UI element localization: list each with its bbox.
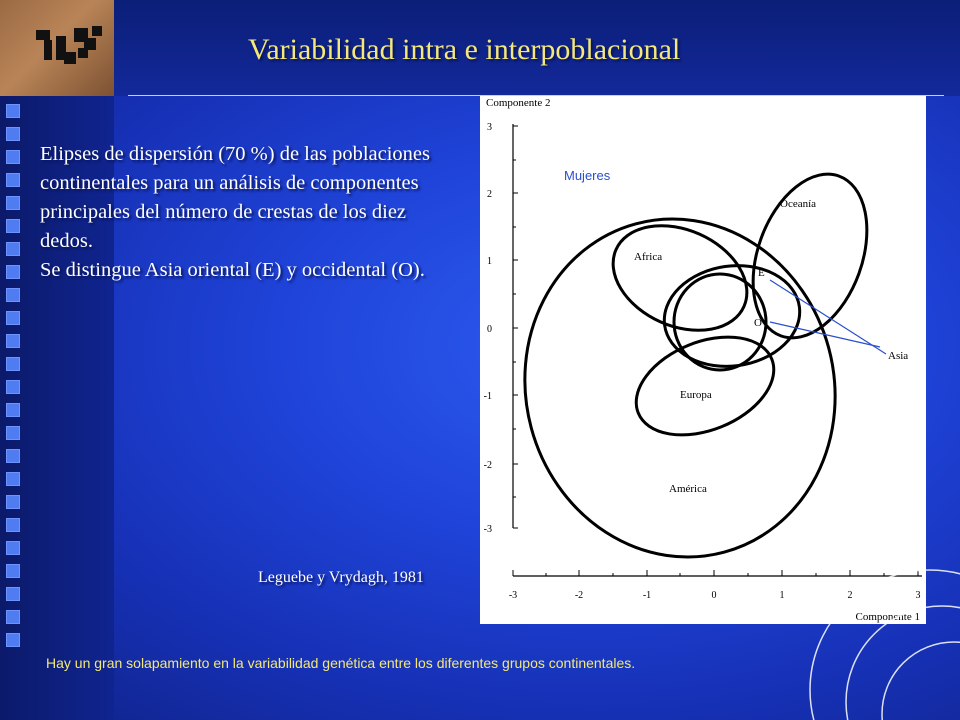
decorative-squares [6,96,24,656]
mujeres-label: Mujeres [564,168,611,183]
institution-logo [0,0,114,96]
label-oceania: Oceanía [780,198,817,210]
decorative-square [6,219,20,233]
decorative-square [6,403,20,417]
x-tick-label: -1 [642,590,652,601]
citation: Leguebe y Vrydagh, 1981 [258,569,424,586]
x-tick-label: 3 [915,590,921,601]
label-america: América [669,483,707,495]
logo-mark-icon [34,22,106,78]
slide-title: Variabilidad intra e interpoblacional [248,33,681,66]
decorative-square [6,288,20,302]
description-text [40,140,460,285]
footer-note: Hay un gran solapamiento en la variabilidad genética entre los diferentes grupos continentales. [46,655,636,671]
decorative-square [6,518,20,532]
decorative-square [6,311,20,325]
description-line: Se distingue Asia oriental (E) y occidental (O). [40,259,425,281]
label-europa: Europa [680,389,712,401]
decorative-square [6,426,20,440]
decorative-square [6,127,20,141]
y-axis-label: Componente 2 [486,97,551,109]
decorative-square [6,173,20,187]
x-tick-label: -3 [508,590,518,601]
label-africa: Africa [634,251,663,263]
decorative-square [6,449,20,463]
decorative-square [6,587,20,601]
decorative-square [6,633,20,647]
decorative-square [6,564,20,578]
x-tick-label: 2 [847,590,853,601]
ellipse-asia-o [674,274,766,370]
decorative-square [6,104,20,118]
description-line: Elipses de dispersión (70 %) de las poblaciones continentales para un análisis de componentes principales del número de crestas de los diez dedos. [40,143,430,252]
x-tick-label: -2 [574,590,584,601]
decorative-square [6,334,20,348]
y-tick-label: -1 [483,391,492,402]
decorative-square [6,357,20,371]
decorative-square [6,265,20,279]
y-ticks [513,126,518,528]
decorative-square [6,150,20,164]
decorative-square [6,472,20,486]
decorative-square [6,196,20,210]
y-tick-label: -3 [483,524,492,535]
label-asia: Asia [888,350,909,362]
decorative-square [6,380,20,394]
label-asia-e: E [758,267,765,279]
decorative-square [6,541,20,555]
x-tick-label: 1 [779,590,785,601]
label-asia-o: O [754,317,762,329]
y-tick-label: 1 [487,256,492,267]
decorative-swirl-icon [760,520,960,720]
y-tick-label: 2 [487,189,492,200]
x-axis-label: Componente 1 [855,611,920,623]
y-tick-label: 3 [487,122,492,133]
decorative-square [6,610,20,624]
y-tick-label: -2 [483,460,492,471]
y-tick-label: 0 [487,324,492,335]
x-tick-label: 0 [711,590,717,601]
decorative-square [6,242,20,256]
decorative-square [6,495,20,509]
